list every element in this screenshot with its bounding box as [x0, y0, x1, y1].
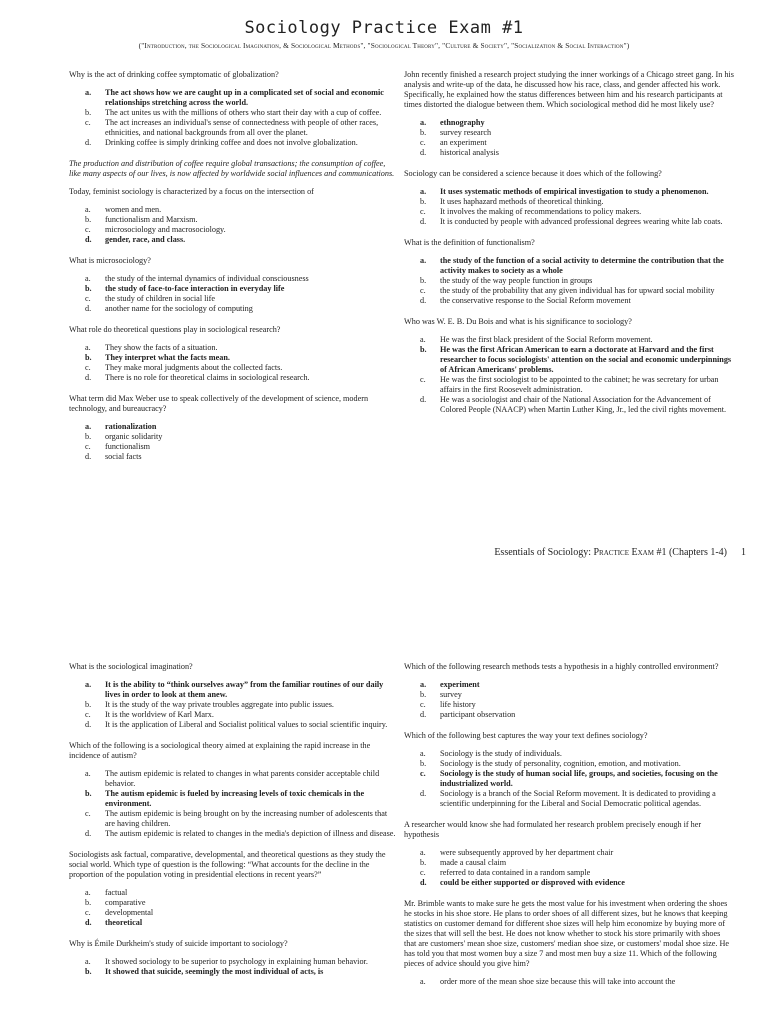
option-letter: b. — [85, 108, 92, 117]
answer-option — [69, 108, 399, 118]
option-text: made a causal claim — [440, 858, 507, 867]
answer-options — [69, 205, 399, 245]
answer-option — [69, 769, 399, 789]
option-letter: a. — [420, 118, 427, 127]
option-text: the conservative response to the Social Reform movement — [440, 296, 631, 305]
answer-options — [69, 88, 399, 148]
answer-option — [404, 296, 734, 306]
answer-option — [404, 848, 734, 858]
answer-option — [404, 148, 734, 158]
question-text: What term did Max Weber use to speak collectively of the development of science, modern technology, and bureaucracy? — [69, 394, 369, 413]
option-text: It involves the making of recommendations to policy makers. — [440, 207, 642, 216]
correct-answer-option — [69, 353, 399, 363]
answer-option — [404, 710, 734, 720]
option-text: theoretical — [105, 918, 143, 927]
option-text: the study of the probability that any given individual has for upward social mobility — [440, 286, 715, 295]
option-text: It is the study of the way private troubles aggregate into public issues. — [105, 700, 334, 709]
option-letter: c. — [420, 769, 426, 778]
option-text: an experiment — [440, 138, 487, 147]
answer-option — [404, 789, 734, 809]
option-text: They make moral judgments about the collected facts. — [105, 363, 283, 372]
question-text: Which of the following best captures the way your text defines sociology? — [404, 731, 648, 740]
option-letter: a. — [85, 769, 91, 778]
option-letter: d. — [420, 395, 427, 404]
option-letter: d. — [420, 878, 427, 887]
option-letter: b. — [85, 284, 92, 293]
option-text: survey research — [440, 128, 492, 137]
option-text: He was the first black president of the Social Reform movement. — [440, 335, 653, 344]
answer-options — [69, 422, 399, 462]
answer-options — [69, 680, 399, 730]
answer-options — [404, 118, 734, 158]
option-letter: d. — [85, 235, 92, 244]
option-text: life history — [440, 700, 476, 709]
option-text: order more of the mean shoe size because this will take into account the — [440, 977, 676, 986]
answer-option — [69, 898, 399, 908]
option-letter: d. — [85, 829, 92, 838]
correct-answer-option — [69, 789, 399, 809]
question-text: Which of the following research methods tests a hypothesis in a highly controlled environment? — [404, 662, 719, 671]
answer-explanation: The production and distribution of coffee require global transactions; the consumption of coffee, like many aspects of our lives, is now affected by worldwide social influences and communications. — [69, 159, 395, 178]
option-letter: a. — [85, 888, 91, 897]
option-text: the study of the function of a social activity to determine the contribution that the activity makes to society as a whole — [440, 256, 724, 275]
option-letter: b. — [85, 215, 92, 224]
option-letter: b. — [85, 967, 92, 976]
answer-option — [69, 225, 399, 235]
option-letter: c. — [85, 294, 91, 303]
option-letter: d. — [85, 918, 92, 927]
answer-options — [69, 957, 399, 977]
answer-option — [69, 304, 399, 314]
answer-options — [69, 274, 399, 314]
question-text: Why is Émile Durkheim's study of suicide important to sociology? — [69, 939, 288, 948]
answer-option — [69, 215, 399, 225]
option-letter: d. — [85, 138, 92, 147]
option-letter: c. — [420, 868, 426, 877]
option-text: It uses haphazard methods of theoretical thinking. — [440, 197, 604, 206]
option-letter: c. — [420, 700, 426, 709]
option-letter: a. — [85, 205, 91, 214]
correct-answer-option — [69, 967, 399, 977]
left-column — [69, 70, 399, 473]
option-letter: c. — [420, 286, 426, 295]
option-letter: a. — [420, 749, 426, 758]
answer-option — [69, 432, 399, 442]
option-text: historical analysis — [440, 148, 499, 157]
option-text: They interpret what the facts mean. — [105, 353, 230, 362]
answer-options — [404, 977, 734, 987]
answer-options — [404, 749, 734, 809]
correct-answer-option — [69, 422, 399, 432]
answer-option — [404, 868, 734, 878]
option-text: another name for the sociology of computing — [105, 304, 253, 313]
option-text: It is the ability to “think ourselves away” from the familiar routines of our daily lives in order to look at them anew. — [105, 680, 384, 699]
option-text: the study of the internal dynamics of individual consciousness — [105, 274, 309, 283]
option-letter: a. — [85, 957, 91, 966]
option-letter: d. — [85, 720, 92, 729]
option-letter: b. — [85, 432, 92, 441]
correct-answer-option — [404, 118, 734, 128]
correct-answer-option — [69, 88, 399, 108]
option-letter: c. — [85, 118, 91, 127]
option-letter: c. — [85, 442, 91, 451]
answer-option — [404, 217, 734, 227]
answer-option — [404, 858, 734, 868]
option-text: It showed sociology to be superior to psychology in explaining human behavior. — [105, 957, 368, 966]
answer-option — [69, 452, 399, 462]
option-letter: a. — [420, 848, 426, 857]
option-text: participant observation — [440, 710, 516, 719]
question-text: John recently finished a research project studying the inner workings of a Chicago street gang. In his analysis and write-up of the data, he discussed how his race, class, and gender affected his work. Specifically, he explained how the status differences between him and his research participants at times distorted the dialogue between them. Which sociological method did he most likely use? — [404, 70, 734, 109]
question-text: What is the definition of functionalism? — [404, 238, 535, 247]
option-text: It is the application of Liberal and Socialist political values to social scientific inquiry. — [105, 720, 388, 729]
option-letter: a. — [85, 274, 91, 283]
exam-subtitle: ("Introduction, the Sociological Imagination, & Sociological Methods", "Sociological Theory", "Culture & Society", "Socialization & Social Interaction") — [138, 41, 630, 50]
option-letter: d. — [420, 217, 427, 226]
correct-answer-option — [69, 284, 399, 294]
answer-option — [69, 442, 399, 452]
answer-option — [404, 759, 734, 769]
answer-option — [69, 363, 399, 373]
answer-option — [69, 118, 399, 138]
answer-options — [69, 343, 399, 383]
option-letter: c. — [85, 809, 91, 818]
answer-option — [404, 690, 734, 700]
option-letter: c. — [85, 908, 91, 917]
option-letter: b. — [420, 197, 427, 206]
answer-option — [404, 276, 734, 286]
answer-options — [404, 680, 734, 720]
answer-option — [69, 343, 399, 353]
option-letter: a. — [85, 88, 92, 97]
option-text: comparative — [105, 898, 146, 907]
option-text: functionalism — [105, 442, 151, 451]
right-column — [404, 662, 734, 998]
option-text: gender, race, and class. — [105, 235, 186, 244]
option-text: Drinking coffee is simply drinking coffee and does not involve globalization. — [105, 138, 358, 147]
option-text: It is the worldview of Karl Marx. — [105, 710, 214, 719]
answer-option — [404, 375, 734, 395]
correct-answer-option — [404, 878, 734, 888]
option-text: It showed that suicide, seemingly the most individual of acts, is — [105, 967, 324, 976]
correct-answer-option — [69, 918, 399, 928]
option-text: Sociology is the study of personality, cognition, emotion, and motivation. — [440, 759, 681, 768]
option-text: experiment — [440, 680, 480, 689]
option-text: The act increases an individual's sense of connectedness with people of other races, ethnicities, and national backgrounds from all over the planet. — [105, 118, 379, 137]
option-letter: a. — [420, 680, 427, 689]
option-text: women and men. — [105, 205, 162, 214]
answer-option — [69, 205, 399, 215]
option-text: It uses systematic methods of empirical investigation to study a phenomenon. — [440, 187, 709, 196]
answer-option — [404, 700, 734, 710]
option-letter: a. — [420, 335, 426, 344]
option-text: survey — [440, 690, 462, 699]
option-text: Sociology is a branch of the Social Reform movement. It is dedicated to providing a scientific underpinning for the Liberal and Social Democratic political agendas. — [440, 789, 716, 808]
option-text: ethnography — [440, 118, 485, 127]
correct-answer-option — [404, 680, 734, 690]
option-text: They show the facts of a situation. — [105, 343, 218, 352]
option-text: referred to data contained in a random sample — [440, 868, 591, 877]
answer-option — [69, 829, 399, 839]
answer-option — [69, 908, 399, 918]
question-text: What role do theoretical questions play in sociological research? — [69, 325, 281, 334]
option-letter: c. — [420, 138, 426, 147]
exam-title: Sociology Practice Exam #1 — [244, 18, 524, 38]
option-text: The act unites us with the millions of others who start their day with a cup of coffee. — [105, 108, 382, 117]
answer-options — [404, 256, 734, 306]
page-2 — [0, 648, 768, 1024]
correct-answer-option — [69, 680, 399, 700]
answer-option — [69, 700, 399, 710]
answer-option — [404, 128, 734, 138]
option-letter: b. — [420, 345, 427, 354]
option-letter: b. — [420, 690, 427, 699]
option-letter: d. — [420, 789, 427, 798]
option-text: The autism epidemic is related to changes in what parents consider acceptable child behavior. — [105, 769, 380, 788]
option-text: He was the first sociologist to be appointed to the cabinet; he was secretary for urban affairs in the first Roosevelt administration. — [440, 375, 719, 394]
option-text: the study of children in social life — [105, 294, 216, 303]
footer-chapters: #1 (Chapters 1-4) — [653, 547, 727, 558]
option-text: There is no role for theoretical claims in sociological research. — [105, 373, 310, 382]
answer-option — [69, 888, 399, 898]
answer-option — [404, 207, 734, 217]
option-letter: b. — [85, 898, 92, 907]
option-letter: d. — [85, 452, 92, 461]
footer-course: Essentials of Sociology: — [494, 547, 594, 558]
option-text: rationalization — [105, 422, 157, 431]
question-text: Who was W. E. B. Du Bois and what is his significance to sociology? — [404, 317, 632, 326]
correct-answer-option — [404, 256, 734, 276]
option-letter: b. — [85, 353, 92, 362]
answer-option — [404, 977, 734, 987]
option-text: factual — [105, 888, 128, 897]
answer-option — [404, 749, 734, 759]
option-letter: d. — [420, 710, 427, 719]
answer-options — [69, 769, 399, 839]
answer-option — [404, 197, 734, 207]
option-text: organic solidarity — [105, 432, 163, 441]
right-column — [404, 70, 734, 426]
option-letter: a. — [85, 422, 92, 431]
option-letter: a. — [420, 256, 427, 265]
question-text: Sociology can be considered a science because it does which of the following? — [404, 169, 662, 178]
option-letter: b. — [420, 759, 427, 768]
option-text: The autism epidemic is fueled by increasing levels of toxic chemicals in the environment. — [105, 789, 365, 808]
answer-options — [404, 335, 734, 415]
question-text: Why is the act of drinking coffee symptomatic of globalization? — [69, 70, 279, 79]
question-text: A researcher would know she had formulated her research problem precisely enough if her hypothesis — [404, 820, 702, 839]
answer-option — [404, 286, 734, 296]
answer-option — [69, 710, 399, 720]
option-letter: a. — [420, 977, 426, 986]
option-letter: d. — [85, 304, 92, 313]
option-letter: c. — [420, 207, 426, 216]
left-column — [69, 662, 399, 988]
option-text: the study of face-to-face interaction in everyday life — [105, 284, 285, 293]
option-letter: b. — [420, 128, 427, 137]
answer-option — [69, 373, 399, 383]
option-text: The act shows how we are caught up in a complicated set of social and economic relationships stretching across the world. — [105, 88, 384, 107]
option-text: were subsequently approved by her department chair — [440, 848, 614, 857]
option-text: He was a sociologist and chair of the National Association for the Advancement of Colored People (NAACP) when Martin Luther King, Jr., led the civil rights movement. — [440, 395, 727, 414]
option-text: the study of the way people function in groups — [440, 276, 593, 285]
answer-option — [69, 720, 399, 730]
answer-option — [69, 809, 399, 829]
answer-option — [69, 138, 399, 148]
answer-option — [69, 274, 399, 284]
option-letter: c. — [85, 225, 91, 234]
question-text: What is the sociological imagination? — [69, 662, 193, 671]
option-letter: a. — [85, 680, 92, 689]
answer-option — [404, 138, 734, 148]
correct-answer-option — [404, 345, 734, 375]
question-text: Sociologists ask factual, comparative, developmental, and theoretical questions as they study the social world. Which type of question is the following: “What accounts for the decline in the proportion of the population voting in presidential elections in recent years?” — [69, 850, 386, 879]
option-letter: a. — [420, 187, 427, 196]
question-text: Today, feminist sociology is characterized by a focus on the intersection of — [69, 187, 314, 196]
page-number: 1 — [741, 547, 746, 558]
answer-options — [69, 888, 399, 928]
option-letter: b. — [420, 858, 427, 867]
option-letter: d. — [420, 148, 427, 157]
correct-answer-option — [69, 235, 399, 245]
option-letter: d. — [420, 296, 427, 305]
option-text: The autism epidemic is being brought on by the increasing number of adolescents that are having children. — [105, 809, 388, 828]
question-text: Mr. Brimble wants to make sure he gets the most value for his investment when ordering the shoes he stocks in his shoe store. He plans to order shoes of all different sizes, but he knows that keeping statistics on customer demand for different shoe sizes will help him economize by buying more of the sizes that will sell the best. He does not know whether to stock his store primarily with shoes that are customers' mean shoe size, customers' median shoe size, or customers' modal shoe size. He has told you that most women buy a size 7 and most men buy a size 11. Which of the following pieces of advice should you give him? — [404, 899, 730, 968]
answer-option — [69, 294, 399, 304]
answer-option — [69, 957, 399, 967]
option-text: Sociology is the study of human social life, groups, and societies, focusing on the industrialized world. — [440, 769, 718, 788]
option-text: microsociology and macrosociology. — [105, 225, 226, 234]
page-footer — [494, 547, 746, 558]
option-text: The autism epidemic is related to changes in the media's depiction of illness and disease. — [105, 829, 396, 838]
answer-option — [404, 395, 734, 415]
option-letter: b. — [85, 789, 92, 798]
option-text: developmental — [105, 908, 154, 917]
option-letter: c. — [85, 710, 91, 719]
option-text: could be either supported or disproved with evidence — [440, 878, 625, 887]
question-text: What is microsociology? — [69, 256, 151, 265]
option-letter: d. — [85, 373, 92, 382]
answer-options — [404, 848, 734, 888]
option-letter: c. — [420, 375, 426, 384]
option-letter: a. — [85, 343, 91, 352]
option-letter: c. — [85, 363, 91, 372]
option-text: Sociology is the study of individuals. — [440, 749, 562, 758]
correct-answer-option — [404, 187, 734, 197]
option-letter: b. — [420, 276, 427, 285]
option-text: functionalism and Marxism. — [105, 215, 198, 224]
option-letter: b. — [85, 700, 92, 709]
option-text: He was the first African American to earn a doctorate at Harvard and the first researcher to focus sociologists' attention on the social and economic underpinnings of African Americans' problems. — [440, 345, 732, 374]
correct-answer-option — [404, 769, 734, 789]
option-text: It is conducted by people with advanced professional degrees wearing white lab coats. — [440, 217, 723, 226]
option-text: social facts — [105, 452, 142, 461]
answer-options — [404, 187, 734, 227]
footer-exam: Practice Exam — [593, 547, 654, 558]
answer-option — [404, 335, 734, 345]
question-text: Which of the following is a sociological theory aimed at explaining the rapid increase in the incidence of autism? — [69, 741, 371, 760]
